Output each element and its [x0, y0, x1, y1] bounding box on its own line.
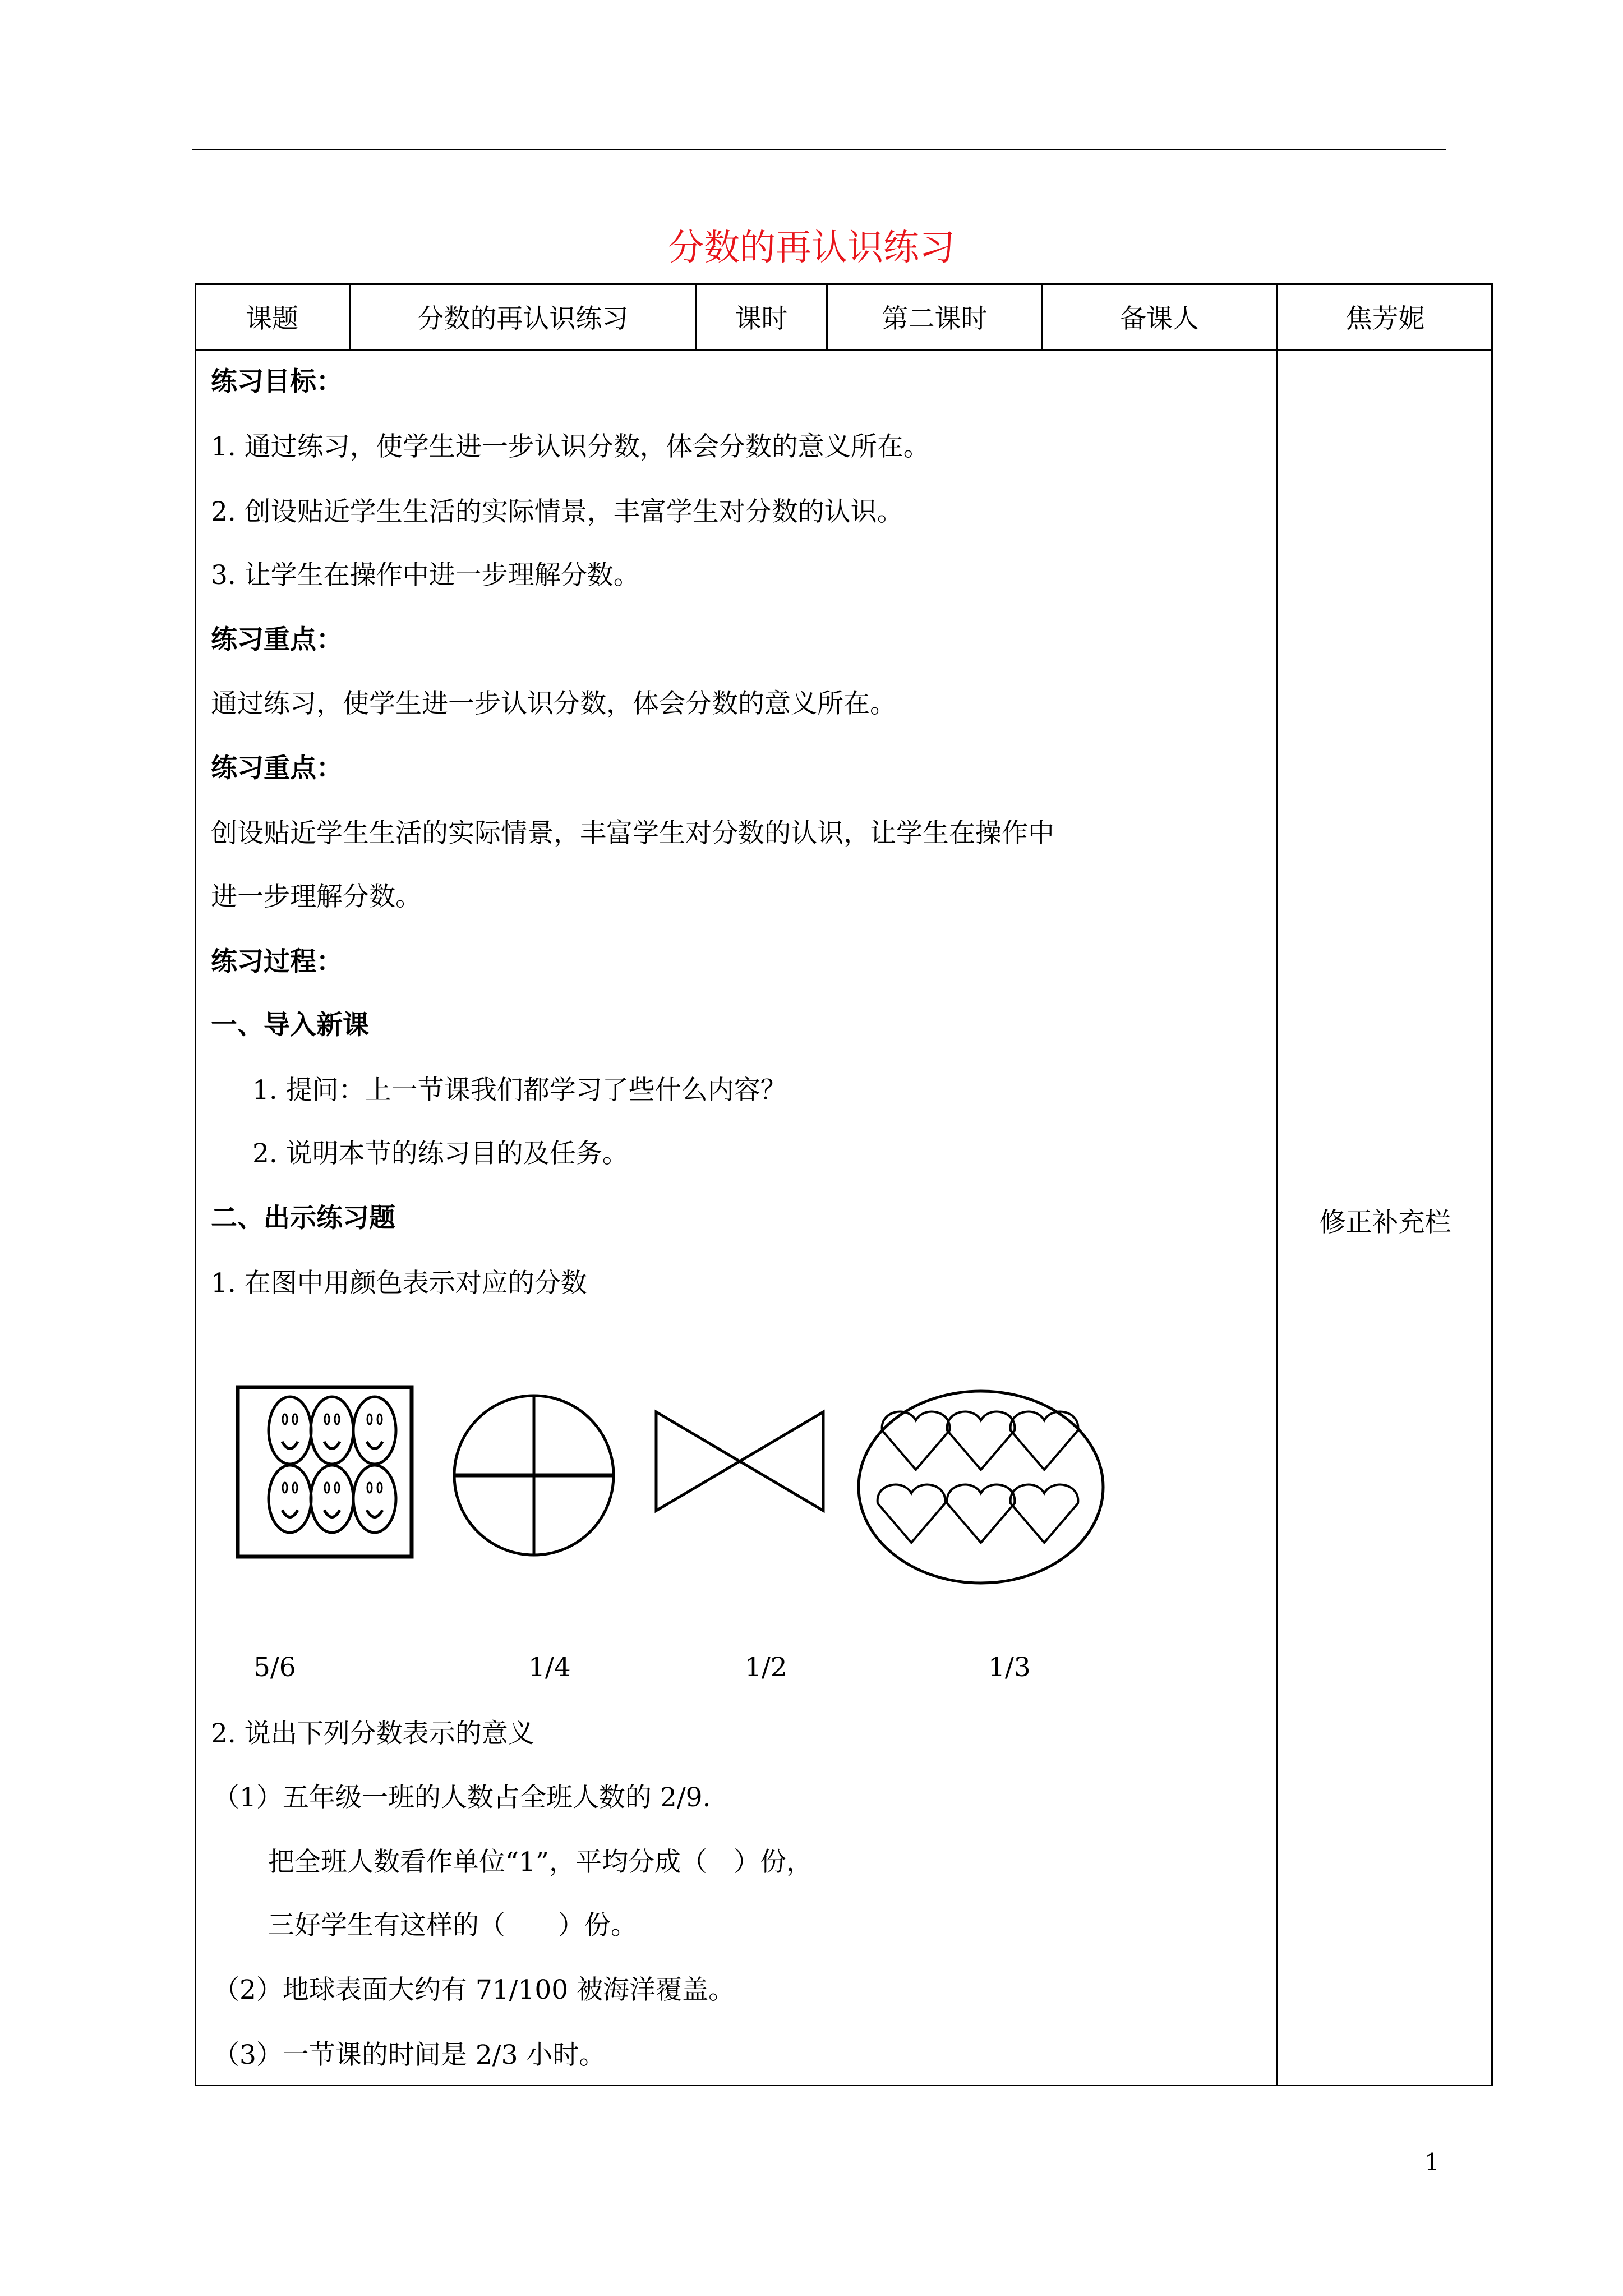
text-line: 2. 说出下列分数表示的意义 [211, 1718, 534, 1749]
section-heading: 练习目标： [211, 366, 343, 397]
text-line: 1. 通过练习，使学生进一步认识分数，体会分数的意义所在。 [211, 431, 930, 462]
smiley-face-icon [311, 1465, 353, 1533]
text-line: 2. 创设贴近学生生活的实际情景，丰富学生对分数的认识。 [211, 496, 903, 527]
text-line: （2）地球表面大约有 71/100 被海洋覆盖。 [213, 1975, 735, 2005]
header-preparer-value: 焦芳妮 [1345, 303, 1425, 334]
text-line: 创设贴近学生生活的实际情景，丰富学生对分数的认识，让学生在操作中 [211, 818, 1054, 849]
hearts-figure [859, 1391, 1103, 1583]
text-line: 三好学生有这样的（ ）份。 [268, 1910, 637, 1941]
figure-label: 5/6 [253, 1652, 296, 1683]
text-line: （3）一节课的时间是 2/3 小时。 [213, 2040, 606, 2070]
bowtie-figure [656, 1412, 823, 1511]
page-title: 分数的再认识练习 [668, 227, 955, 269]
smiley-face-icon [353, 1465, 396, 1533]
text-line: （1）五年级一班的人数占全班人数的 2/9. [213, 1782, 711, 1813]
text-line: 通过练习，使学生进一步认识分数，体会分数的意义所在。 [211, 688, 896, 719]
header-topic-value: 分数的再认识练习 [417, 303, 629, 334]
header-preparer-label: 备课人 [1120, 303, 1199, 334]
heart-icon [947, 1485, 1015, 1543]
text-line: 把全班人数看作单位“1”，平均分成（ ）份， [268, 1847, 813, 1878]
text-line: 1. 在图中用颜色表示对应的分数 [211, 1268, 587, 1299]
smiley-face-icon [311, 1397, 353, 1464]
header-period-value: 第二课时 [882, 303, 988, 334]
section-heading: 练习过程： [211, 946, 343, 977]
section-heading: 一、导入新课 [211, 1010, 369, 1041]
header-topic-label: 课题 [246, 303, 298, 334]
heart-icon [1011, 1485, 1078, 1543]
section-heading: 二、出示练习题 [211, 1203, 395, 1234]
heart-icon [878, 1485, 946, 1543]
smiley-face-icon [269, 1397, 311, 1464]
section-heading: 练习重点： [211, 753, 343, 784]
page-number: 1 [1424, 2148, 1440, 2176]
heart-icon [947, 1412, 1015, 1470]
figure-label: 1/4 [528, 1652, 571, 1683]
revision-column-label: 修正补充栏 [1319, 1207, 1451, 1238]
figure-label: 1/2 [745, 1652, 787, 1683]
figure-label: 1/3 [988, 1652, 1031, 1683]
text-line: 进一步理解分数。 [211, 881, 422, 912]
section-heading: 练习重点： [211, 624, 343, 655]
text-line: 3. 让学生在操作中进一步理解分数。 [211, 560, 640, 591]
circle-quarters-figure [454, 1396, 614, 1555]
text-line: 2. 说明本节的练习目的及任务。 [252, 1138, 629, 1169]
smiley-face-icon [353, 1397, 396, 1464]
text-line: 1. 提问：上一节课我们都学习了些什么内容？ [252, 1075, 787, 1106]
smiley-face-icon [269, 1465, 311, 1533]
smiley-faces-figure [238, 1387, 412, 1557]
header-period-label: 课时 [735, 303, 788, 334]
